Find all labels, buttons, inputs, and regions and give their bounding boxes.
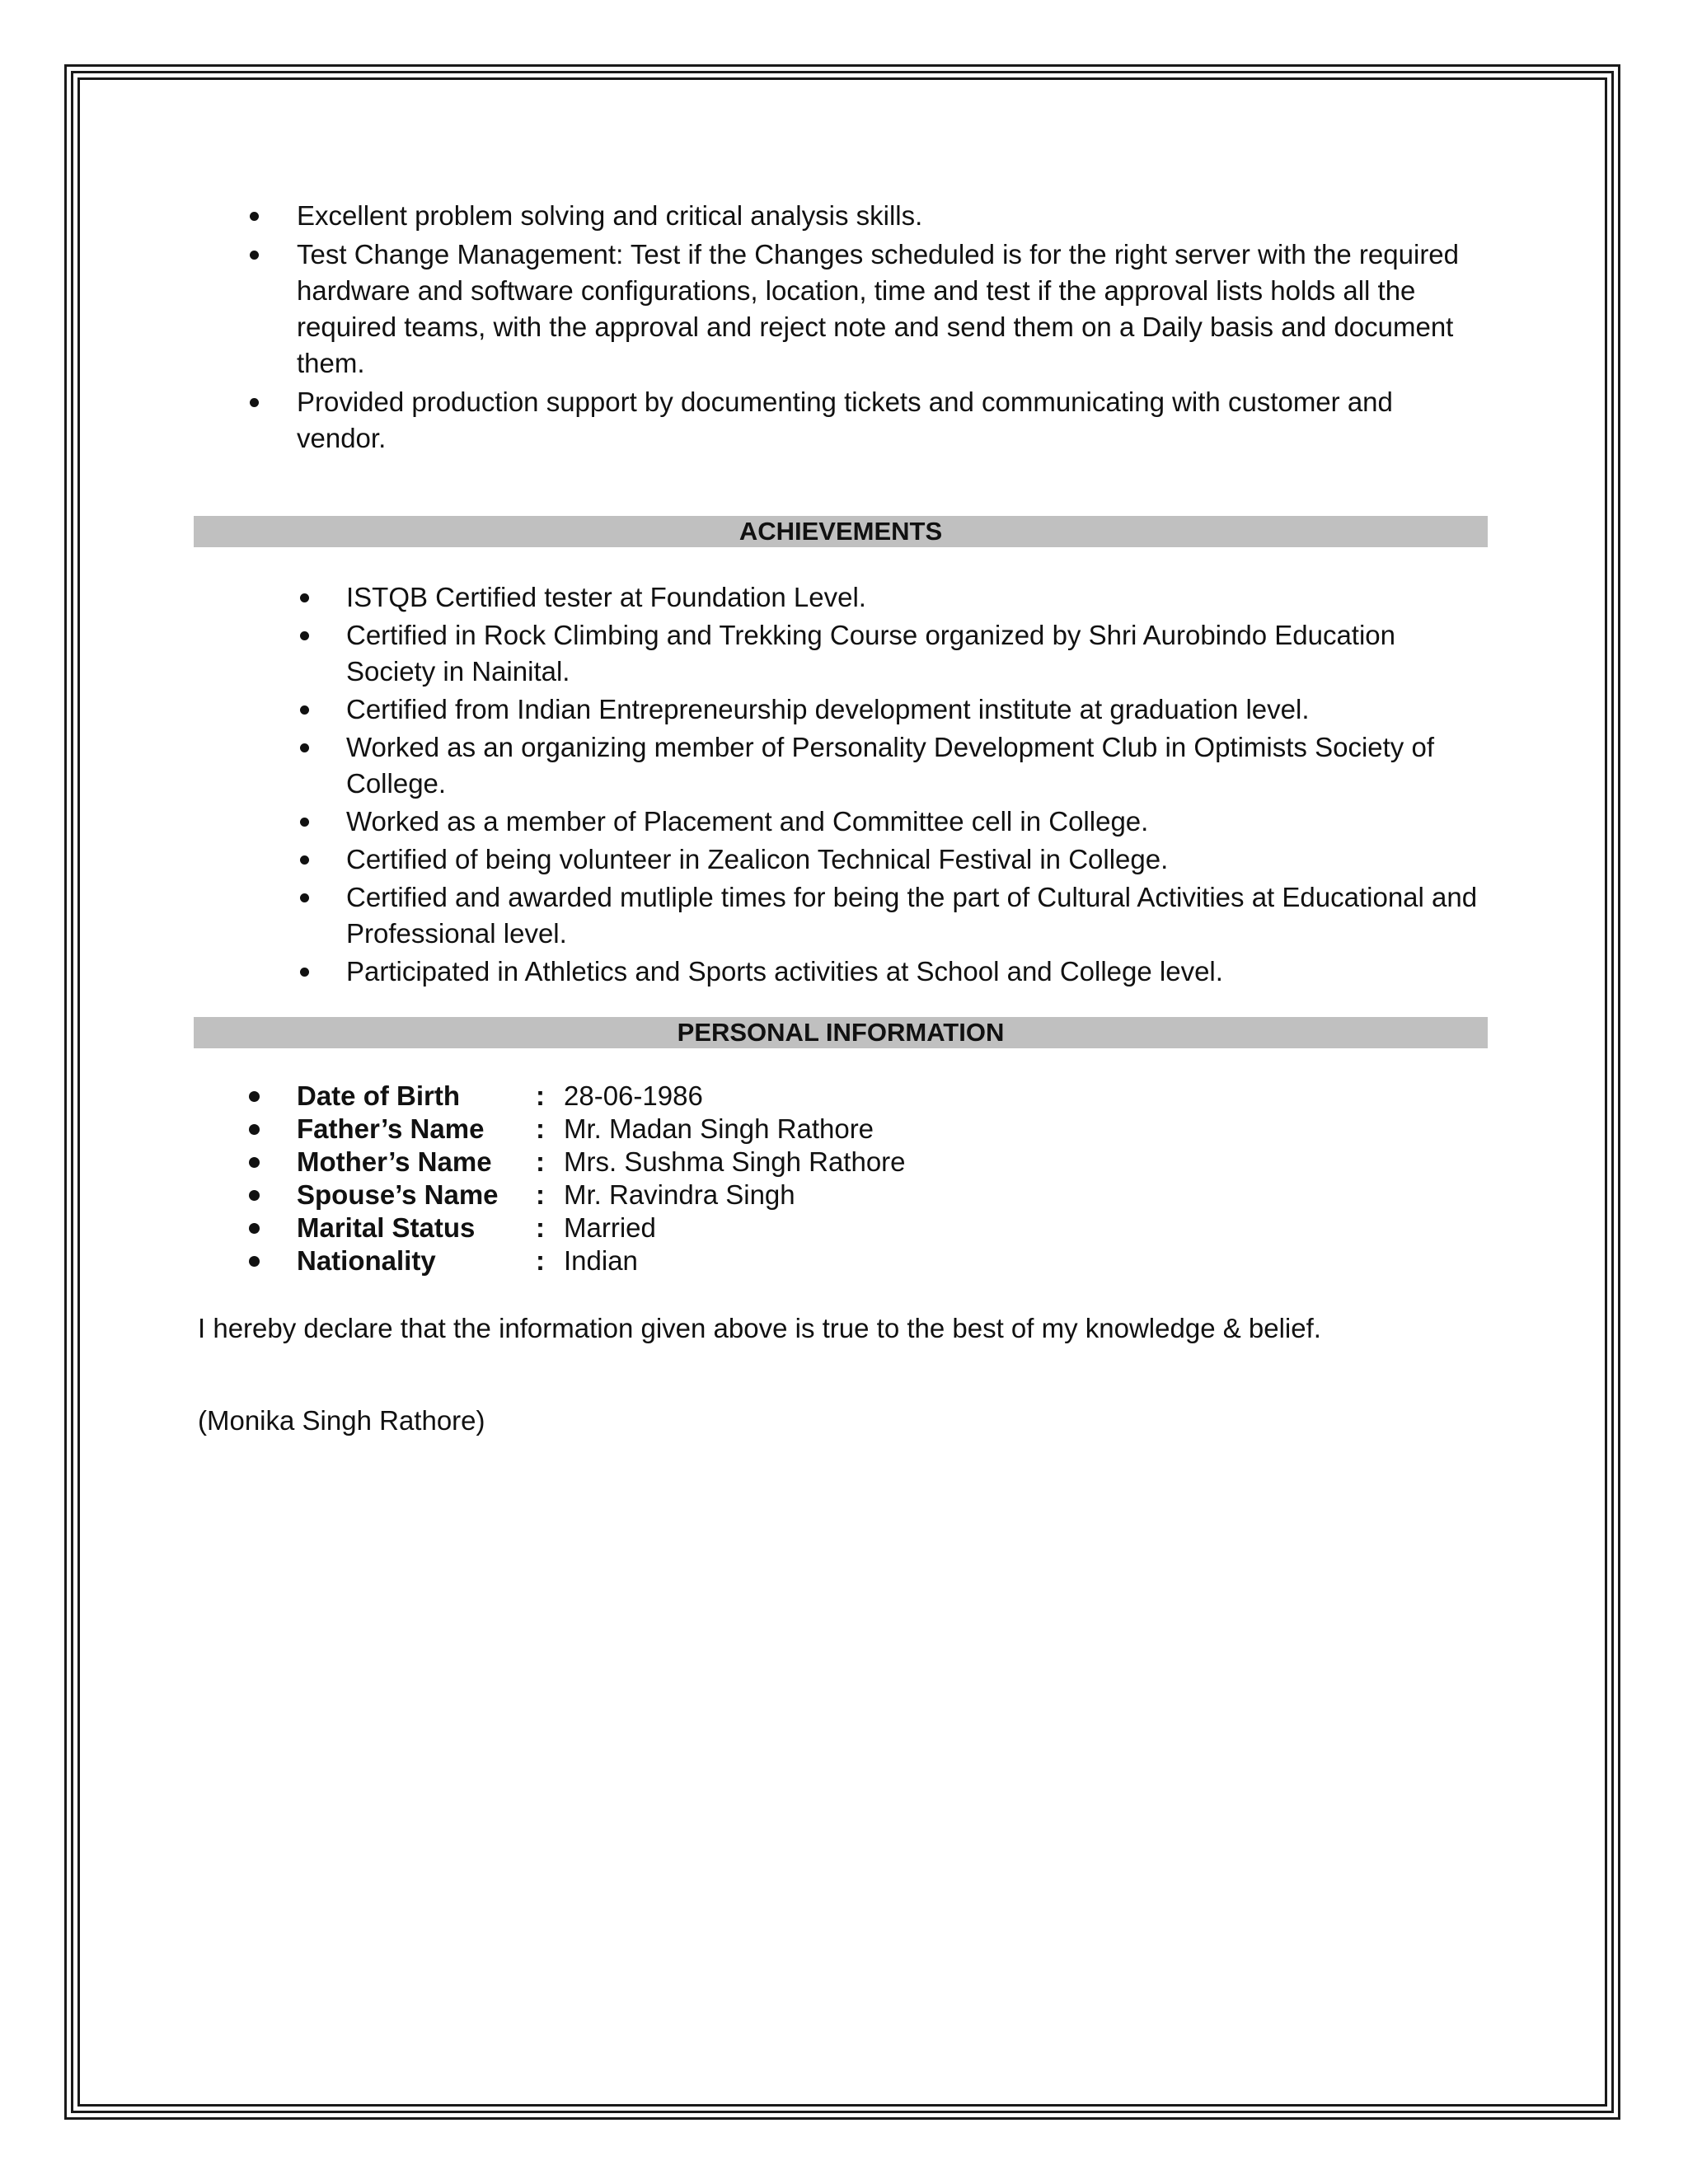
field-separator: : — [536, 1212, 545, 1243]
list-item-text: Certified from Indian Entrepreneurship development institute at graduation level. — [346, 694, 1310, 724]
bullet-icon — [250, 212, 259, 221]
list-item-text: Certified of being volunteer in Zealicon Technical Festival in College. — [346, 844, 1169, 874]
skills-list — [297, 198, 1479, 459]
bullet-icon — [300, 893, 309, 902]
list-item — [346, 579, 1479, 616]
bullet-icon — [300, 818, 309, 827]
bullet-icon — [249, 1256, 260, 1267]
bullet-icon — [249, 1223, 260, 1234]
bullet-icon — [300, 593, 309, 602]
achievements-heading: ACHIEVEMENTS — [194, 516, 1488, 547]
field-label: Nationality — [297, 1245, 436, 1276]
bullet-icon — [300, 631, 309, 640]
signature-name: (Monika Singh Rathore) — [198, 1405, 485, 1436]
list-item — [346, 879, 1479, 952]
list-item — [297, 198, 1479, 234]
personal-information-heading: PERSONAL INFORMATION — [194, 1017, 1488, 1048]
list-item — [297, 384, 1479, 457]
field-value: Mr. Ravindra Singh — [564, 1179, 795, 1210]
field-label: Mother’s Name — [297, 1146, 492, 1177]
field-separator: : — [536, 1080, 545, 1111]
bullet-icon — [300, 968, 309, 977]
field-value: 28-06-1986 — [564, 1080, 703, 1111]
bullet-icon — [300, 743, 309, 752]
list-item — [346, 691, 1479, 728]
field-value: Mr. Madan Singh Rathore — [564, 1113, 874, 1144]
bullet-icon — [300, 705, 309, 715]
bullet-icon — [249, 1157, 260, 1168]
list-item — [346, 804, 1479, 840]
declaration-text: I hereby declare that the information given above is true to the best of my knowledge & belief. — [198, 1313, 1321, 1343]
field-separator: : — [536, 1245, 545, 1276]
list-item — [346, 617, 1479, 690]
list-item-text: Participated in Athletics and Sports activities at School and College level. — [346, 956, 1223, 987]
field-separator: : — [536, 1113, 545, 1144]
field-label: Date of Birth — [297, 1080, 460, 1111]
list-item-text: Certified and awarded mutliple times for being the part of Cultural Activities at Educational and Professional level. — [346, 882, 1478, 949]
list-item-text: Provided production support by documenting tickets and communicating with customer and vendor. — [297, 387, 1393, 453]
bullet-icon — [300, 855, 309, 865]
bullet-icon — [250, 251, 259, 260]
field-value: Indian — [564, 1245, 638, 1276]
list-item — [346, 841, 1479, 878]
field-label: Spouse’s Name — [297, 1179, 499, 1210]
field-label: Father’s Name — [297, 1113, 485, 1144]
list-item — [346, 729, 1479, 802]
bullet-icon — [249, 1091, 260, 1102]
field-separator: : — [536, 1179, 545, 1210]
field-separator: : — [536, 1146, 545, 1177]
achievements-list — [346, 579, 1479, 991]
list-item-text: Worked as an organizing member of Personality Development Club in Optimists Society of College. — [346, 732, 1434, 799]
field-value: Married — [564, 1212, 656, 1243]
list-item-text: Certified in Rock Climbing and Trekking Course organized by Shri Aurobindo Education Society in Nainital. — [346, 620, 1396, 687]
list-item-text: Worked as a member of Placement and Committee cell in College. — [346, 806, 1149, 837]
list-item — [297, 237, 1479, 382]
bullet-icon — [250, 398, 259, 407]
list-item — [346, 954, 1479, 990]
list-item-text: Excellent problem solving and critical analysis skills. — [297, 200, 923, 231]
list-item-text: Test Change Management: Test if the Changes scheduled is for the right server with the required hardware and software configurations, location, time and test if the approval lists holds all the required teams, with the approval and reject note and send them on a Daily basis and document them. — [297, 239, 1460, 378]
field-value: Mrs. Sushma Singh Rathore — [564, 1146, 906, 1177]
list-item-text: ISTQB Certified tester at Foundation Level. — [346, 582, 866, 612]
field-label: Marital Status — [297, 1212, 476, 1243]
bullet-icon — [249, 1124, 260, 1135]
bullet-icon — [249, 1190, 260, 1201]
